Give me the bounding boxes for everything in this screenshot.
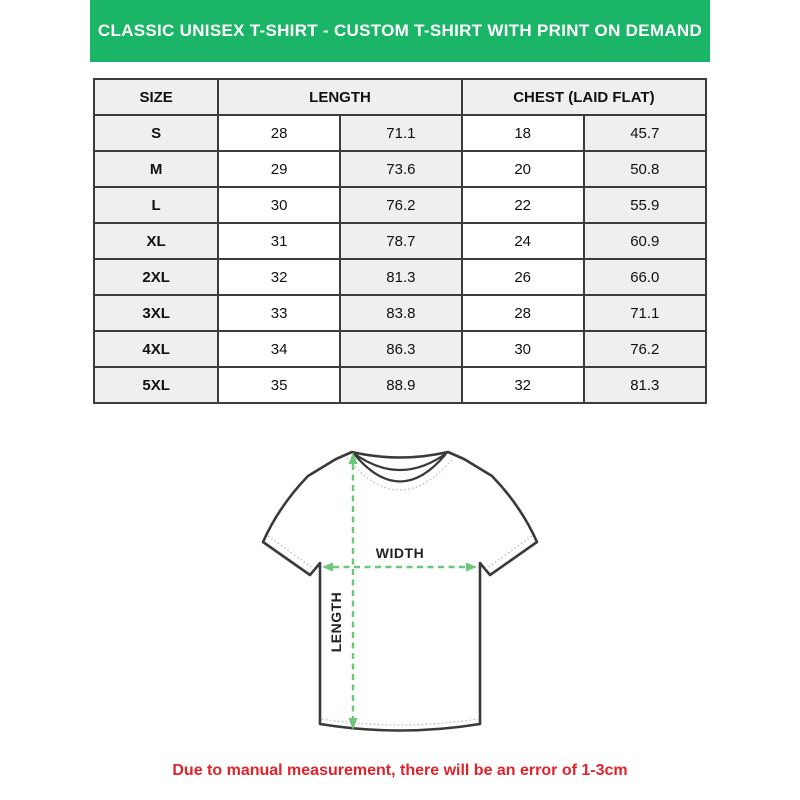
size-cell: S <box>94 115 218 151</box>
measurement-cell: 28 <box>218 115 340 151</box>
measurement-cell: 86.3 <box>340 331 462 367</box>
measurement-cell: 81.3 <box>340 259 462 295</box>
measurement-cell: 78.7 <box>340 223 462 259</box>
measurement-cell: 83.8 <box>340 295 462 331</box>
measurement-cell: 55.9 <box>584 187 706 223</box>
size-row <box>94 331 706 367</box>
measurement-cell: 88.9 <box>340 367 462 403</box>
measurement-cell: 71.1 <box>584 295 706 331</box>
measurement-cell: 29 <box>218 151 340 187</box>
measurement-cell: 81.3 <box>584 367 706 403</box>
measurement-cell: 30 <box>218 187 340 223</box>
measurement-cell: 60.9 <box>584 223 706 259</box>
measurement-cell: 32 <box>462 367 584 403</box>
measurement-cell: 66.0 <box>584 259 706 295</box>
size-cell: M <box>94 151 218 187</box>
measurement-cell: 24 <box>462 223 584 259</box>
size-chart-table <box>93 78 707 404</box>
size-row <box>94 115 706 151</box>
measurement-cell: 50.8 <box>584 151 706 187</box>
measurement-cell: 76.2 <box>584 331 706 367</box>
measurement-cell: 22 <box>462 187 584 223</box>
measurement-cell: 31 <box>218 223 340 259</box>
measurement-cell: 28 <box>462 295 584 331</box>
measurement-cell: 30 <box>462 331 584 367</box>
measurement-cell: 26 <box>462 259 584 295</box>
measurement-cell: 71.1 <box>340 115 462 151</box>
length-label: LENGTH <box>328 591 344 653</box>
measurement-cell: 18 <box>462 115 584 151</box>
size-cell: XL <box>94 223 218 259</box>
tshirt-outline <box>263 452 537 731</box>
size-row <box>94 223 706 259</box>
measurement-cell: 45.7 <box>584 115 706 151</box>
measurement-cell: 76.2 <box>340 187 462 223</box>
measurement-cell: 34 <box>218 331 340 367</box>
measurement-error-note: Due to manual measurement, there will be an error of 1-3cm <box>172 762 628 779</box>
column-header-length: LENGTH <box>218 79 462 115</box>
size-cell: L <box>94 187 218 223</box>
measurement-cell: 73.6 <box>340 151 462 187</box>
size-cell: 3XL <box>94 295 218 331</box>
measurement-cell: 32 <box>218 259 340 295</box>
size-cell: 4XL <box>94 331 218 367</box>
measurement-cell: 35 <box>218 367 340 403</box>
size-chart-table-body <box>94 115 706 403</box>
measurement-cell: 33 <box>218 295 340 331</box>
title-banner <box>90 0 710 62</box>
size-row <box>94 151 706 187</box>
size-cell: 2XL <box>94 259 218 295</box>
tshirt-diagram-svg <box>240 422 560 754</box>
size-row <box>94 187 706 223</box>
size-row <box>94 367 706 403</box>
size-row <box>94 295 706 331</box>
size-chart-table-head <box>94 79 706 115</box>
column-header-chest: CHEST (LAID FLAT) <box>462 79 706 115</box>
header-row <box>94 79 706 115</box>
column-header-size: SIZE <box>94 79 218 115</box>
page-title: CLASSIC UNISEX T-SHIRT - CUSTOM T-SHIRT WITH PRINT ON DEMAND <box>97 21 703 40</box>
tshirt-measurement-diagram <box>0 422 800 754</box>
measurement-cell: 20 <box>462 151 584 187</box>
size-cell: 5XL <box>94 367 218 403</box>
width-label: WIDTH <box>375 545 425 561</box>
size-row <box>94 259 706 295</box>
